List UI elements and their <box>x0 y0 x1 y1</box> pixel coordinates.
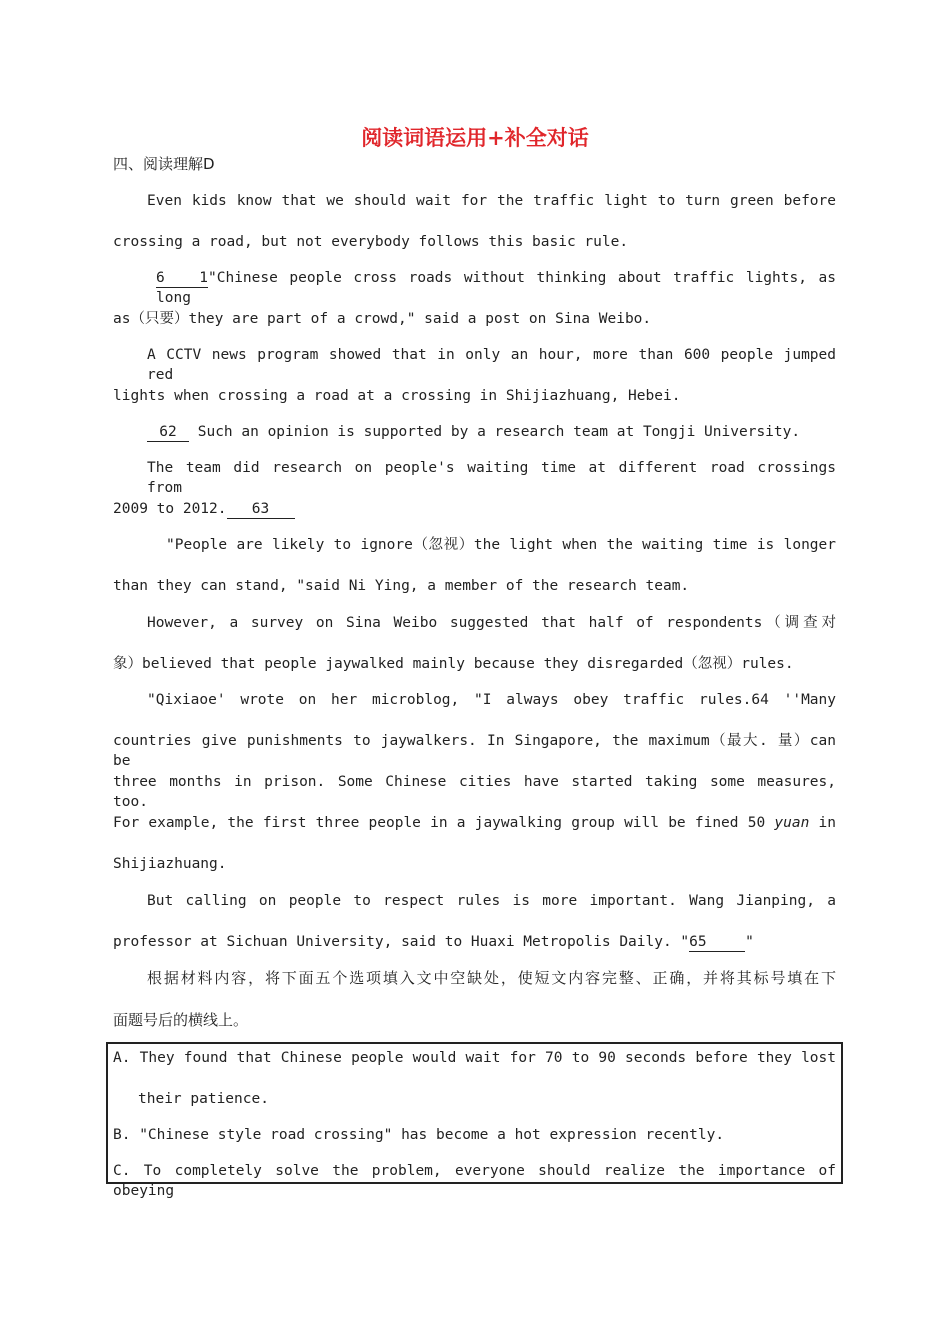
paragraph-line: three months in prison. Some Chinese cities have started taking some measures, too. <box>113 774 836 810</box>
blank-63[interactable]: 63 <box>227 501 295 519</box>
italic-word: yuan <box>774 815 810 831</box>
blank-65[interactable]: 65 <box>689 934 745 952</box>
paragraph-line: than they can stand, "said Ni Ying, a member of the research team. <box>113 578 690 594</box>
paragraph-line: A CCTV news program showed that in only an hour, more than 600 people jumped red <box>147 347 836 383</box>
paragraph-text: Such an opinion is supported by a research team at Tongji University. <box>197 424 801 440</box>
paragraph-line: as（只要）they are part of a crowd," said a post on Sina Weibo. <box>113 311 652 327</box>
blank-62[interactable]: 62 <box>147 424 189 442</box>
paragraph-text: For example, the first three people in a jaywalking group will be fined 50 <box>113 815 766 831</box>
paragraph-line: Shijiazhuang. <box>113 856 227 872</box>
paragraph-text: in <box>818 815 837 831</box>
paragraph-line <box>113 932 754 952</box>
instruction-line: 面题号后的横线上。 <box>113 1011 249 1029</box>
paragraph-line: However, a survey on Sina Weibo suggested that half of respondents（调查对 <box>147 615 836 631</box>
paragraph-line: "People are likely to ignore（忽视）the light when the waiting time is longer <box>166 537 836 553</box>
paragraph-text: professor at Sichuan University, said to Huaxi Metropolis Daily. " <box>113 934 690 950</box>
option-a: A. They found that Chinese people would wait for 70 to 90 seconds before they lost <box>113 1050 836 1066</box>
instruction-line: 根据材料内容，将下面五个选项填入文中空缺处，使短文内容完整、正确，并将其标号填在下 <box>147 969 836 987</box>
paragraph-line: countries give punishments to jaywalkers. In Singapore, the maximum（最大. 量）can be <box>113 733 836 769</box>
paragraph-line <box>147 422 800 442</box>
paragraph-line: Even kids know that we should wait for the traffic light to turn green before <box>147 193 836 209</box>
page-title: 阅读词语运用+补全对话 <box>361 125 589 150</box>
paragraph-line <box>113 813 836 833</box>
closing-quote: " <box>745 934 754 950</box>
option-a-continued: their patience. <box>138 1091 269 1107</box>
paragraph-text: 2009 to 2012. <box>113 501 227 517</box>
paragraph-line: lights when crossing a road at a crossing in Shijiazhuang, Hebei. <box>113 388 681 404</box>
paragraph-line: 象）believed that people jaywalked mainly because they disregarded（忽视）rules. <box>113 656 794 672</box>
paragraph-line: But calling on people to respect rules is more important. Wang Jianping, a <box>147 893 836 909</box>
paragraph-line <box>156 268 836 306</box>
paragraph-line: The team did research on people's waiting time at different road crossings from <box>147 460 836 496</box>
section-heading: 四、阅读理解D <box>113 155 215 173</box>
paragraph-text: "Chinese people cross roads without thinking about traffic lights, as long <box>156 270 836 306</box>
option-c: C. To completely solve the problem, everyone should realize the importance of obeying <box>113 1163 836 1199</box>
paragraph-line: "Qixiaoe' wrote on her microblog, "I always obey traffic rules.64 ''Many <box>147 692 836 708</box>
paragraph-line: crossing a road, but not everybody follows this basic rule. <box>113 234 629 250</box>
blank-61[interactable]: 6 1 <box>156 270 208 286</box>
option-b: B. "Chinese style road crossing" has become a hot expression recently. <box>113 1127 725 1143</box>
paragraph-line <box>113 499 295 519</box>
